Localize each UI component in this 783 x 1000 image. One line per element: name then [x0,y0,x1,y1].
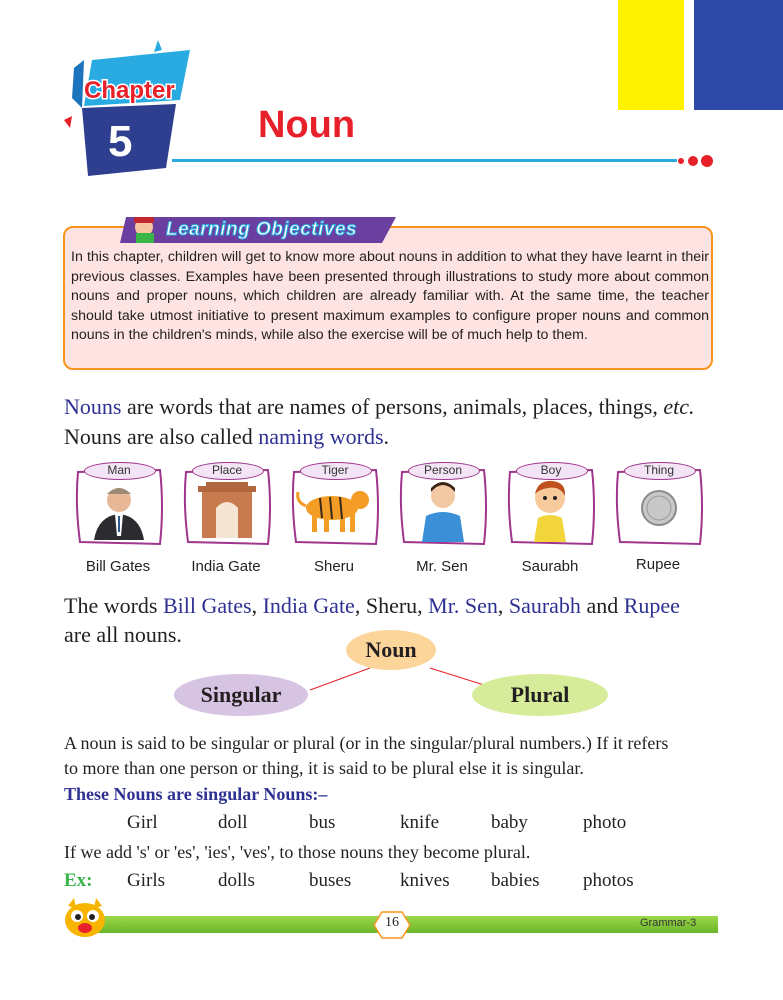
mascot-icon [60,896,110,940]
summary-text: The words [64,593,163,618]
plural-word: photos [583,870,634,891]
singular-word: bus [309,812,336,833]
title-underline [172,159,677,162]
decorative-yellow-bar [618,0,684,110]
summary-mr-sen: Mr. Sen [428,593,498,618]
intro-period: . [383,424,390,449]
chapter-label: Chapter [84,77,175,104]
picture-label-boy: Boy [540,463,562,477]
singular-heading: These Nouns are singular Nouns:– [64,784,328,804]
picture-name-sheru: Sheru [313,558,355,575]
plural-word: Girls [127,870,165,891]
singular-word: baby [491,812,528,833]
picture-name-mr-sen: Mr. Sen [416,558,468,575]
picture-card-person [396,462,490,575]
chapter-title: Noun [258,104,356,146]
noun-node: Noun [346,630,436,670]
plural-word: buses [309,870,352,891]
decorative-dots [676,154,716,168]
intro-naming-words: naming words [258,424,384,449]
summary-line-1 [64,591,724,621]
summary-saurabh: Saurabh [508,593,581,618]
chapter-badge [62,38,202,178]
picture-label-thing: Thing [643,463,675,477]
summary-bill-gates: Bill Gates [162,593,252,618]
plural-word: dolls [218,870,255,891]
book-name: Grammar-3 [640,917,697,929]
picture-card-thing [612,462,706,573]
picture-name-rupee: Rupee [635,556,681,573]
intro-etc: etc. [663,394,695,419]
singular-node: Singular [174,674,308,716]
explanation-line-1: A noun is said to be singular or plural (or in the singular/plural numbers.) If it refers [64,733,669,753]
picture-name-bill-gates: Bill Gates [85,558,151,575]
decorative-blue-bar [694,0,783,110]
chapter-number: 5 [108,117,133,166]
example-label: Ex: [64,870,93,891]
summary-and: and [580,593,624,618]
singular-word: knife [400,812,440,833]
singular-word: doll [218,812,248,833]
plural-node: Plural [472,674,608,716]
plural-rule: If we add 's' or 'es', 'ies', 'ves', to those nouns they become plural. [64,842,531,862]
picture-label-man: Man [107,463,131,477]
intro-nouns: Nouns [64,394,122,419]
picture-label-tiger: Tiger [321,463,349,477]
singular-word: photo [583,812,627,833]
picture-name-saurabh: Saurabh [521,558,579,575]
picture-card-man [72,462,166,575]
summary-india-gate: India Gate [262,593,355,618]
explanation-line-2: to more than one person or thing, it is said to be plural else it is singular. [64,758,584,778]
picture-label-person: Person [423,463,463,477]
learning-objectives-heading: Learning Objectives [166,219,358,240]
picture-card-place [180,462,274,575]
summary-comma-2: , [497,593,509,618]
plural-word: babies [491,870,540,891]
intro-line-1 [64,392,724,422]
summary-rupee: Rupee [623,593,680,618]
intro-text-2: Nouns are also called [64,424,259,449]
summary-comma: , [251,593,263,618]
picture-name-india-gate: India Gate [191,558,261,575]
plural-word: knives [400,870,450,891]
picture-card-boy [504,462,598,575]
summary-sheru: , Sheru, [354,593,429,618]
picture-label-place: Place [211,463,243,477]
summary-line-2: are all nouns. [64,622,182,647]
intro-line-2 [64,422,724,452]
learning-objectives-text: In this chapter, children will get to know more about nouns in addition to what they have learnt in their previous classes. Examples have been presented through illustrations to study more about common nouns and proper nouns, which children are already familiar with. At the same time, the teacher should take utmost initiative to present maximum examples to configure proper nouns and common nouns in the children's minds, while also the exercise will be of much help to them. [71,249,709,343]
singular-word: Girl [127,812,158,833]
intro-text: are words that are names of persons, animals, places, things, [121,394,664,419]
picture-card-tiger [288,462,382,575]
page-number: 16 [385,915,399,930]
